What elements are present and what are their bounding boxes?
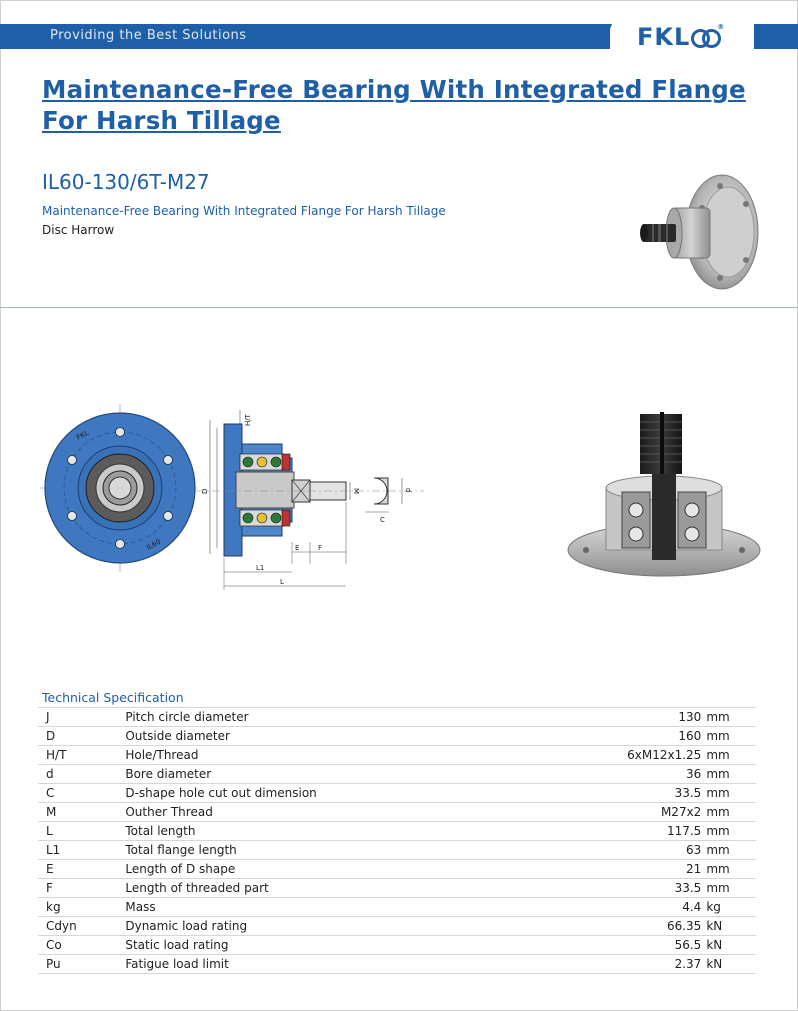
spec-symbol: L (38, 822, 125, 841)
spec-row (38, 955, 756, 974)
section-divider (0, 307, 798, 308)
spec-row (38, 917, 756, 936)
spec-value: 66.35 (552, 917, 701, 936)
flange-marking-text-2: IL60 (145, 537, 163, 552)
spec-row (38, 936, 756, 955)
spec-title: Technical Specification (42, 690, 184, 705)
spec-unit: mm (701, 784, 756, 803)
dim-label-C: C (380, 516, 385, 524)
spec-unit: mm (701, 860, 756, 879)
spec-unit: mm (701, 727, 756, 746)
spec-symbol: H/T (38, 746, 125, 765)
spec-row (38, 708, 756, 727)
spec-value: 130 (552, 708, 701, 727)
registered-mark: ® (717, 23, 726, 31)
spec-symbol: E (38, 860, 125, 879)
product-title-line2: For Harsh Tillage (42, 106, 281, 135)
spec-description: Total length (125, 822, 552, 841)
spec-description: D-shape hole cut out dimension (125, 784, 552, 803)
dim-label-M: M (352, 488, 360, 495)
spec-value: 36 (552, 765, 701, 784)
spec-row (38, 898, 756, 917)
spec-symbol: J (38, 708, 125, 727)
spec-value: 56.5 (552, 936, 701, 955)
spec-value: 160 (552, 727, 701, 746)
spec-symbol: kg (38, 898, 125, 917)
spec-symbol: M (38, 803, 125, 822)
spec-row (38, 727, 756, 746)
spec-description: Outside diameter (125, 727, 552, 746)
spec-description: Fatigue load limit (125, 955, 552, 974)
spec-description: Hole/Thread (125, 746, 552, 765)
section-view-drawing (196, 402, 426, 594)
spec-description: Mass (125, 898, 552, 917)
spec-symbol: F (38, 879, 125, 898)
spec-value: M27x2 (552, 803, 701, 822)
cutaway-illustration (566, 410, 762, 584)
dim-label-HT: H/T (244, 414, 252, 426)
product-photo (628, 172, 763, 292)
spec-unit: mm (701, 765, 756, 784)
spec-symbol: d (38, 765, 125, 784)
spec-unit: kN (701, 936, 756, 955)
product-application: Disc Harrow (42, 223, 115, 237)
spec-symbol: D (38, 727, 125, 746)
spec-symbol: Cdyn (38, 917, 125, 936)
spec-description: Outher Thread (125, 803, 552, 822)
spec-symbol: C (38, 784, 125, 803)
spec-description: Static load rating (125, 936, 552, 955)
spec-value: 33.5 (552, 784, 701, 803)
spec-unit: kN (701, 917, 756, 936)
spec-row (38, 746, 756, 765)
spec-unit: mm (701, 708, 756, 727)
spec-description: Length of D shape (125, 860, 552, 879)
logo-rings-icon (691, 29, 717, 47)
spec-row (38, 841, 756, 860)
spec-value: 33.5 (552, 879, 701, 898)
spec-unit: mm (701, 803, 756, 822)
spec-description: Total flange length (125, 841, 552, 860)
spec-unit: mm (701, 879, 756, 898)
spec-unit: mm (701, 822, 756, 841)
product-subtitle: Maintenance-Free Bearing With Integrated Flange For Harsh Tillage (42, 204, 446, 218)
product-title[interactable] (42, 74, 762, 136)
header-right-bar (754, 24, 798, 49)
spec-description: Dynamic load rating (125, 917, 552, 936)
spec-row (38, 803, 756, 822)
dim-label-d: d (404, 488, 412, 493)
spec-symbol: L1 (38, 841, 125, 860)
header-tagline: Providing the Best Solutions (50, 28, 247, 43)
flange-marking-text: FKL (75, 428, 91, 442)
spec-symbol: Co (38, 936, 125, 955)
dim-label-F: F (318, 544, 323, 552)
spec-value: 63 (552, 841, 701, 860)
product-title-line1: Maintenance-Free Bearing With Integrated Flange (42, 75, 746, 104)
spec-value: 4.4 (552, 898, 701, 917)
dim-label-L: L (280, 578, 284, 586)
dim-label-L1: L1 (256, 564, 265, 572)
spec-value: 21 (552, 860, 701, 879)
spec-symbol: Pu (38, 955, 125, 974)
dim-label-D: D (201, 488, 209, 494)
spec-description: Pitch circle diameter (125, 708, 552, 727)
brand-logo[interactable] (637, 23, 725, 51)
dim-label-E: E (295, 544, 300, 552)
spec-row (38, 879, 756, 898)
spec-row (38, 860, 756, 879)
spec-unit: mm (701, 841, 756, 860)
spec-value: 2.37 (552, 955, 701, 974)
spec-unit: kg (701, 898, 756, 917)
spec-unit: kN (701, 955, 756, 974)
spec-value: 6xM12x1.25 (552, 746, 701, 765)
spec-value: 117.5 (552, 822, 701, 841)
spec-table (38, 707, 756, 974)
spec-unit: mm (701, 746, 756, 765)
spec-description: Length of threaded part (125, 879, 552, 898)
spec-row (38, 784, 756, 803)
spec-row (38, 822, 756, 841)
spec-row (38, 765, 756, 784)
product-model: IL60-130/6T-M27 (42, 170, 210, 194)
spec-description: Bore diameter (125, 765, 552, 784)
brand-logo-text: FKL (637, 23, 691, 51)
front-view-drawing (38, 400, 204, 576)
